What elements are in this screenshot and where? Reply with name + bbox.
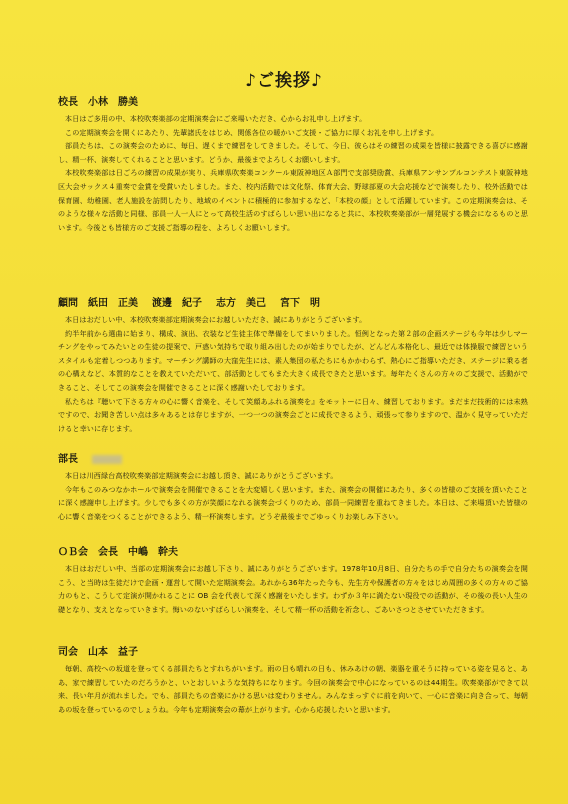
paragraph: 私たちは『聴いて下さる方々の心に響く音楽を、そして笑顔あふれる演奏を』をモットーに日々、練習しております。まだまだ技術的には未熟ですので、お聞き苦しい点は多々あるとは存じますが、一つ一つの演奏会ごとに成長できるよう、頑張って参りますので、温かく見守っていただけると幸いに存じます。 — [58, 396, 528, 433]
author-title: 部長 — [58, 454, 78, 465]
section-heading — [58, 646, 528, 660]
section-heading — [58, 96, 528, 110]
author-name: 渡邊 紀子 — [152, 298, 202, 309]
section-body — [58, 662, 528, 716]
author-name: 顧問 紙田 正美 — [58, 298, 138, 309]
paragraph: 本日はご多用の中、本校吹奏楽部の定期演奏会にご来場いただき、心からお礼申し上げます。 — [65, 114, 367, 123]
author-name: 司会 山本 益子 — [58, 647, 138, 658]
section-heading — [58, 297, 528, 311]
author-name: 校長 小林 勝美 — [58, 97, 138, 108]
section-body — [58, 112, 528, 234]
paragraph: 今年もこのみつなかホールで演奏会を開催できることを大変嬉しく思います。また、演奏会の開催にあたり、多くの皆様のご支援を頂いたことに深く感謝申し上げます。少しでも多くの方が笑顔になれる演奏会づくりのため、部員一同練習を重ねてきました。本日は、ご来場頂いた皆様の心に響く音楽をつくることができるよう、精一杯演奏します。どうぞ最後までごゆっくりお楽しみ下さい。 — [58, 484, 528, 521]
section-body — [58, 562, 528, 616]
paragraph: 毎朝、高校への坂道を登ってくる部員たちとすれちがいます。雨の日も晴れの日も、休みあけの朝、楽器を重そうに持っている姿を見ると、ああ、家で練習していたのだろうかと、いとおしいような気持ちになります。今回の演奏会で中心になっているのは44期生。吹奏楽部ができて以来、長い年月が流れました。でも、部員たちの音楽にかける思いは変わりません。みんなまっすぐに前を向いて、一心に音楽に向き合って、毎朝あの坂を登っているのでしょうね。今年も定期演奏会の幕が上がります。心から応援したいと思います。 — [58, 664, 528, 714]
author-name: 志方 美己 — [216, 298, 266, 309]
greeting-captain — [58, 453, 528, 523]
section-body — [58, 469, 528, 523]
greeting-principal — [58, 96, 528, 234]
redacted-name — [92, 455, 122, 464]
greeting-advisors — [58, 297, 528, 435]
greeting-alumni — [58, 546, 528, 616]
section-heading — [58, 546, 528, 560]
greeting-mc — [58, 646, 528, 716]
paragraph: 本日は川西緑台高校吹奏楽部定期演奏会にお越し頂き、誠にありがとうございます。 — [65, 471, 338, 480]
paragraph: 本日はおだしい中、当部の定期演奏会にお越し下さり、誠にありがとうございます。1978年10月8日、自分たちの手で自分たちの演奏会を開こう、と当時は生徒だけで企画・運営して開いた定期演奏会。あれから36年たった今も、先生方や保護者の方々をはじめ周囲の多くの方々のご協力のもと、こうして定演が開かれることに OB 会を代表して深く感謝をいたします。わずか３年に満たない現役での活動が、その後の長い人生の礎となり、支えとなっていきます。悔いのないすばらしい演奏を、そして精一杯の活動を祈念し、ごあいさつとさせていただきます。 — [58, 564, 528, 614]
paragraph: 約半年前から選曲に始まり、構成、演出、衣装など生徒主体で準備をしてまいりました。恒例となった第２部の企画ステージも今年は少しマーチングをやってみたいとの生徒の提案で、戸惑い気持ちで取り組み出したのが始まりでしたが、どんどん本格化し、最近では体操服で練習というスタイルも定着しつつあります。マーチング講師の大窪先生には、素人集団の私たちにもかかわらず、熱心にご指導いただき、ステージに乗る者の心構えなど、本質的なことを教えていただいて、部活動としてもまた大きく成長できたと思います。毎年たくさんの方々のご支援で、活動ができること、そしてこの演奏会を開催できることに深く感謝いたしております。 — [58, 328, 528, 392]
page-title: ♪ご挨拶♪ — [245, 71, 323, 91]
paragraph: この定期演奏会を開くにあたり、先輩諸氏をはじめ、関係各位の暖かいご支援・ご協力に厚くお礼を申し上げます。 — [65, 127, 439, 137]
paragraph: 本校吹奏楽部は日ごろの練習の成果が実り、兵庫県吹奏楽コンクール東阪神地区Ａ部門で支部奨励賞、兵庫県アンサンブルコンテスト東阪神地区大会サックス４重奏で金賞を受賞いたしました。また、校内活動では文化祭、体育大会、野球部夏の大会応援などで演奏したり、校外活動では保育園、幼稚園、老人施設を訪問したり、地域のイベントに積極的に参加するなど、「本校の顔」として活躍しています。この定期演奏会は、そのような様々な活動と同様、部員一人一人にとって高校生活のすばらしい思い出になると共に、本校吹奏楽部が一層発展する機会になるものと思います。今後とも皆様方のご支援ご指導の程を、よろしくお願いします。 — [58, 168, 528, 232]
section-heading — [58, 453, 528, 467]
author-name: 宮下 明 — [280, 298, 320, 309]
author-name: ＯＢ会 会長 中嶋 幹夫 — [58, 547, 178, 558]
paragraph: 部員たちは、この演奏会のために、毎日、遅くまで練習をしてきました。そして、今日、彼らはその練習の成果を皆様に披露できる喜びに感謝し、精一杯、演奏してくれることと思います。どうか、最後までよろしくお願いします。 — [58, 141, 528, 164]
paragraph: 本日はおだしい中、本校吹奏楽部定期演奏会にお越しいただき、誠にありがとうございます。 — [65, 315, 367, 324]
section-body — [58, 313, 528, 435]
